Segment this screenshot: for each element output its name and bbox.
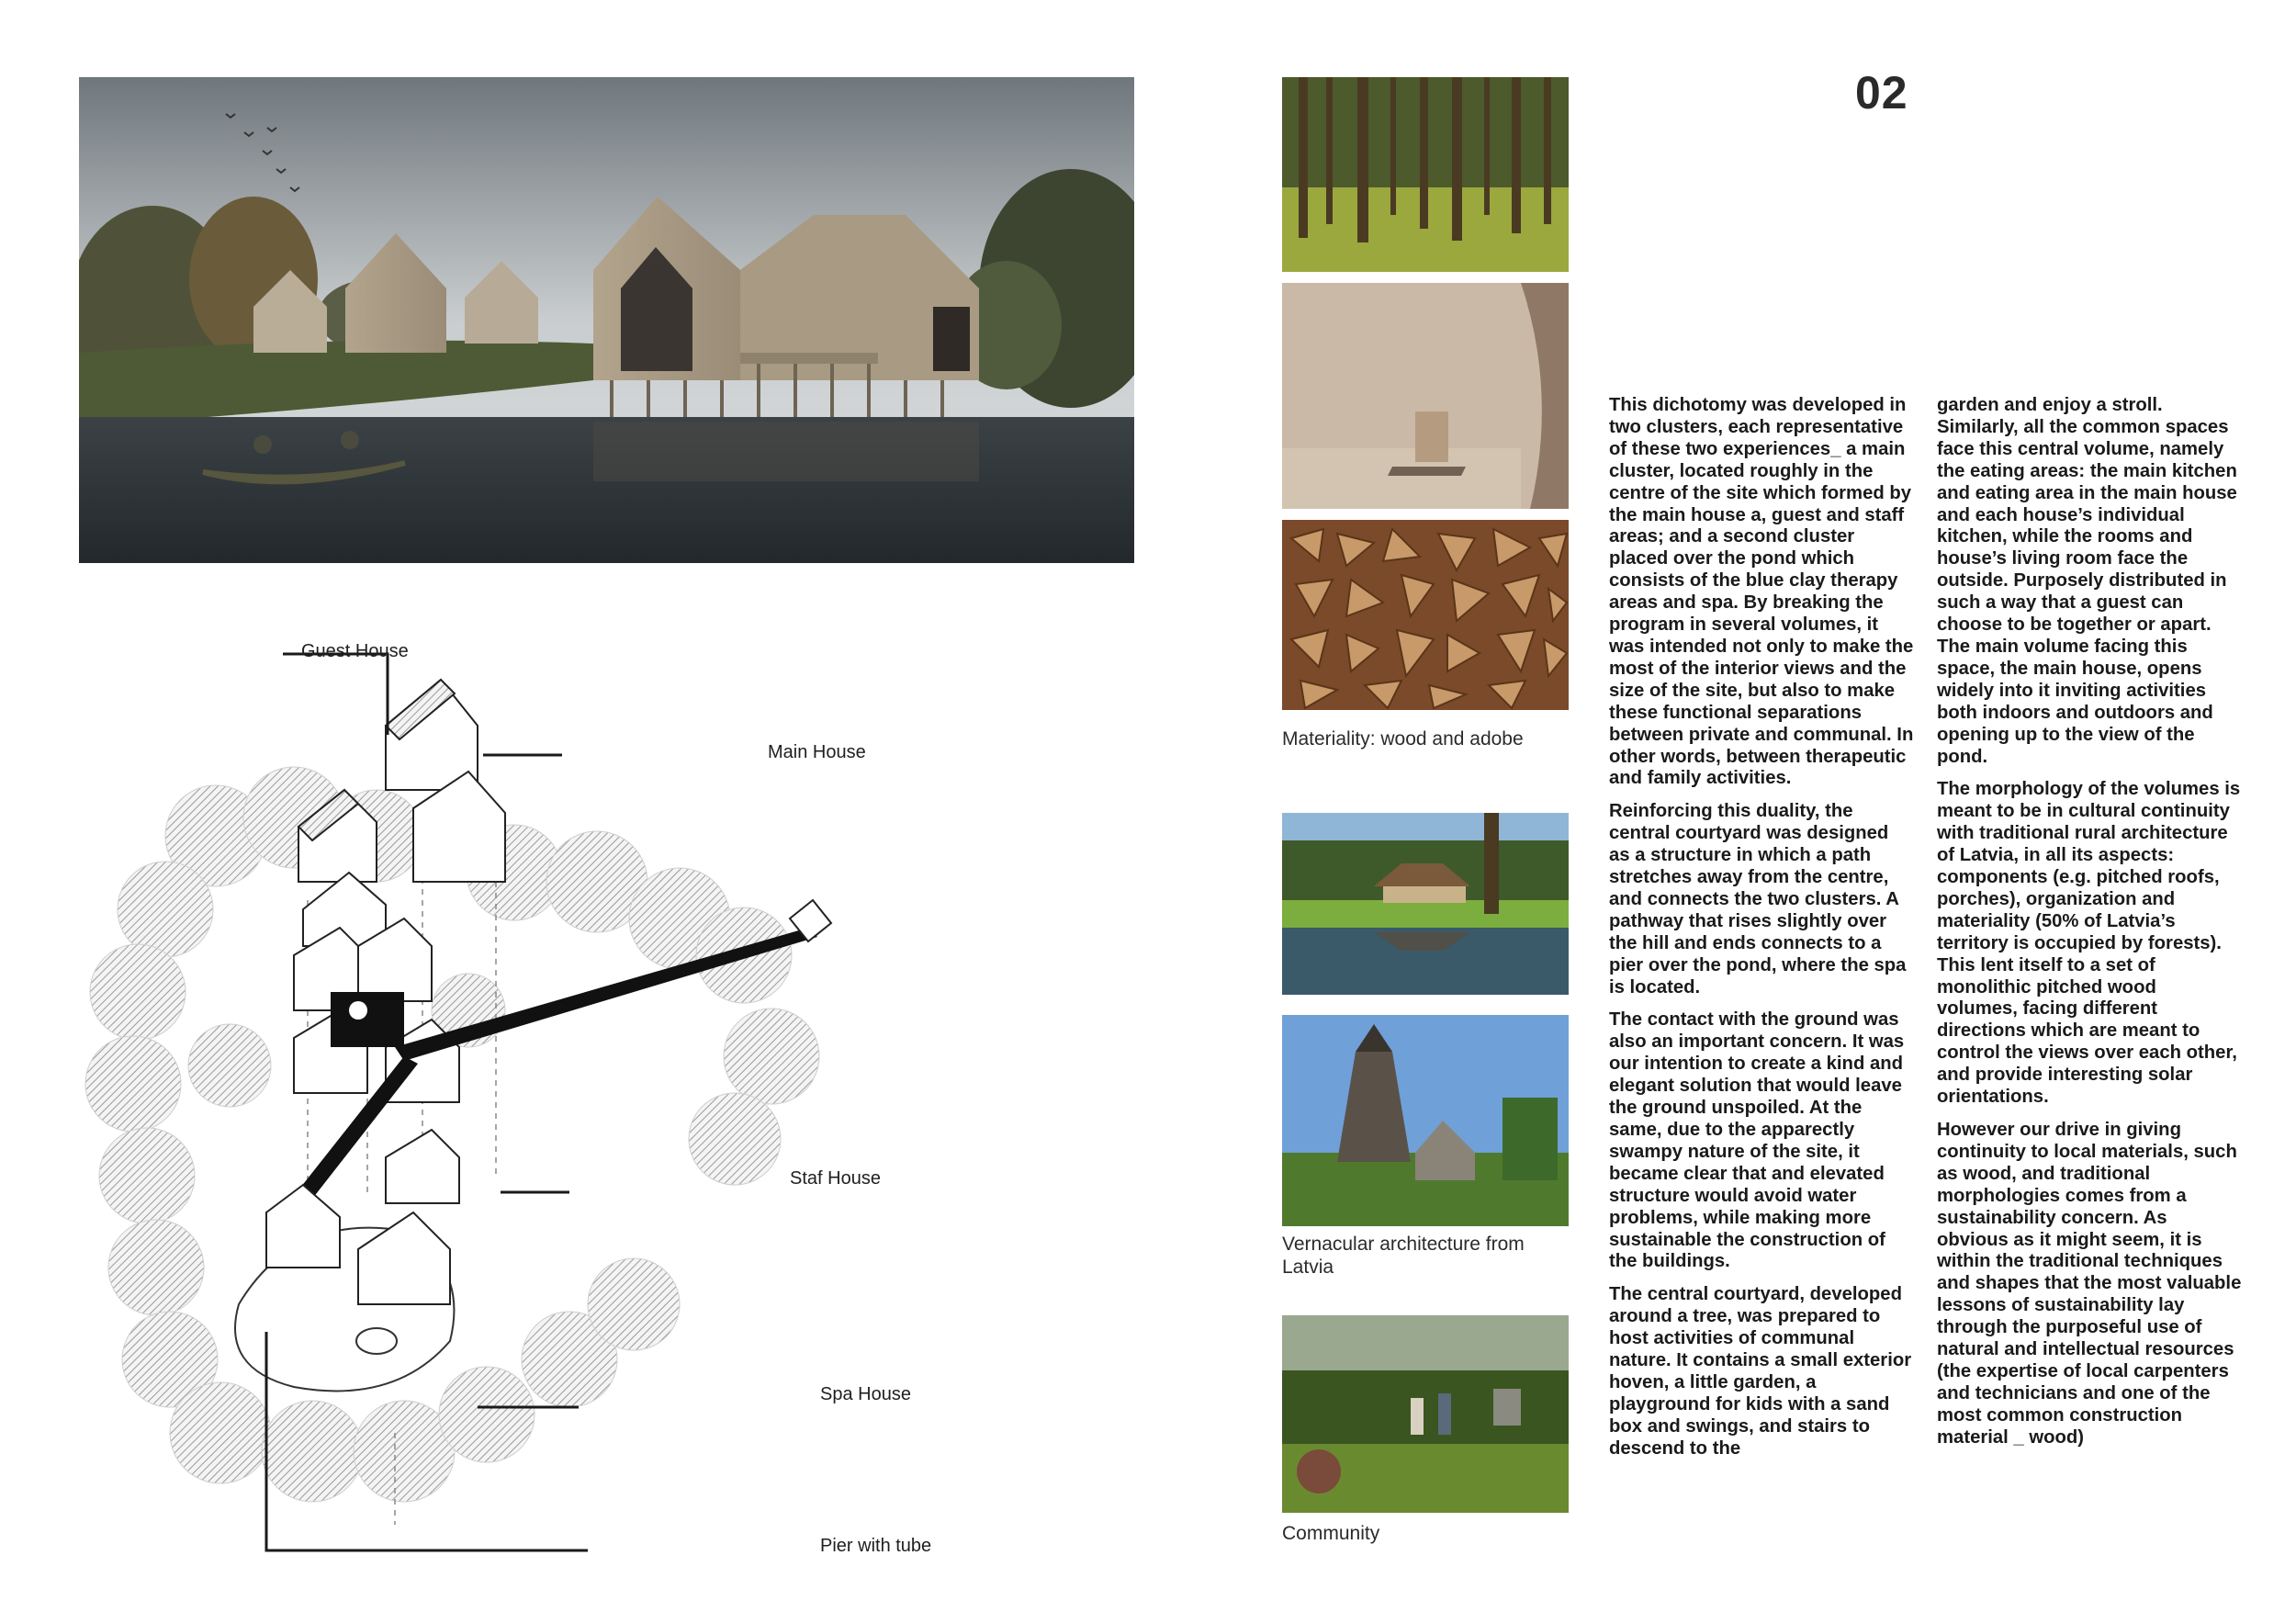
paragraph: garden and enjoy a stroll. Similarly, all the common spaces face this central volume, namely the eating areas: the main kitchen and eating area in the main house and each house’s individual kitchen, while the rooms and house’s living room face the outside. Purposely distributed in such a way that a guest can choose to be together or apart. The main volume facing this space, the main house, opens widely into it inviting activities both indoors and outdoors and opening up to the view of the pond. — [1937, 395, 2237, 767]
label-guest-house: Guest House — [301, 641, 409, 661]
paragraph: Reinforcing this duality, the central courtyard was designed as a structure in which a path stretches away from the centre, and connects the two clusters. A pathway that rises slightly over the hill and ends connects to a pier over the pond, where the spa is located. — [1609, 801, 1907, 997]
wooden-tower-photo — [1282, 1015, 1569, 1226]
community-garden-photo — [1282, 1315, 1569, 1513]
page-number: 02 — [1855, 67, 1908, 118]
label-main-house: Main House — [768, 742, 866, 762]
latvian-farmhouse-photo — [1282, 813, 1569, 995]
label-staf-house: Staf House — [790, 1168, 881, 1189]
paragraph: However our drive in giving continuity to local materials, such as wood, and traditional morphologies comes from a sustainability concern. As obvious as it might seem, it is within the traditional techniques and shapes that the most valuable lessons of sustainability lay through the purposeful use of natural and intellectual resources (the expertise of local carpenters and technicians and one of the most common construction material _ wood) — [1937, 1120, 2242, 1448]
paragraph: The contact with the ground was also an important concern. It was our intention to create a kind and elegant solution that would leave the ground unspoiled. At the same, due to the apparectly swampy nature of the site, it became clear that and elevated structure would avoid water problems, while making more sustainable the construction of the buildings. — [1609, 1009, 1905, 1272]
site-axonometric-diagram — [83, 625, 964, 1598]
forest-photo — [1282, 77, 1569, 272]
firewood-photo — [1282, 520, 1569, 710]
hero-render-image — [79, 77, 1134, 563]
adobe-interior-photo — [1282, 283, 1569, 509]
body-text-column-right — [1937, 395, 2242, 1460]
paragraph: The morphology of the volumes is meant to be in cultural continuity with traditional rural architecture of Latvia, in all its aspects: components (e.g. pitched roofs, porches), organization and materiality (50% of Latvia’s territory is occupied by forests). This lent itself to a set of monolithic pitched wood volumes, facing different directions which are meant to control the views over each other, and provide interesting solar orientations. — [1937, 779, 2241, 1108]
caption-community: Community — [1282, 1523, 1380, 1544]
paragraph: This dichotomy was developed in two clusters, each representative of these two experiences_ a main cluster, located roughly in the centre of the site which formed by the main house a, guest and staff areas; and a second cluster placed over the pond which consists of the blue clay therapy areas and spa. By breaking the program in several volumes, it was intended not only to make the most of the interior views and the size of the site, but also to make these functional separations between private and communal. In other words, between therapeutic and family activities. — [1609, 395, 1914, 789]
caption-materiality: Materiality: wood and adobe — [1282, 728, 1524, 750]
body-text-column-left — [1609, 395, 1914, 1471]
caption-vernacular: Vernacular architecture from Latvia — [1282, 1234, 1525, 1278]
paragraph: The central courtyard, developed around a tree, was prepared to host activities of communal nature. It contains a small exterior hoven, a little garden, a playground for kids with a sand box and swings, and stairs to descend to the — [1609, 1284, 1912, 1459]
label-spa-house: Spa House — [820, 1384, 911, 1404]
label-pier-with-tube: Pier with tube — [820, 1536, 932, 1556]
